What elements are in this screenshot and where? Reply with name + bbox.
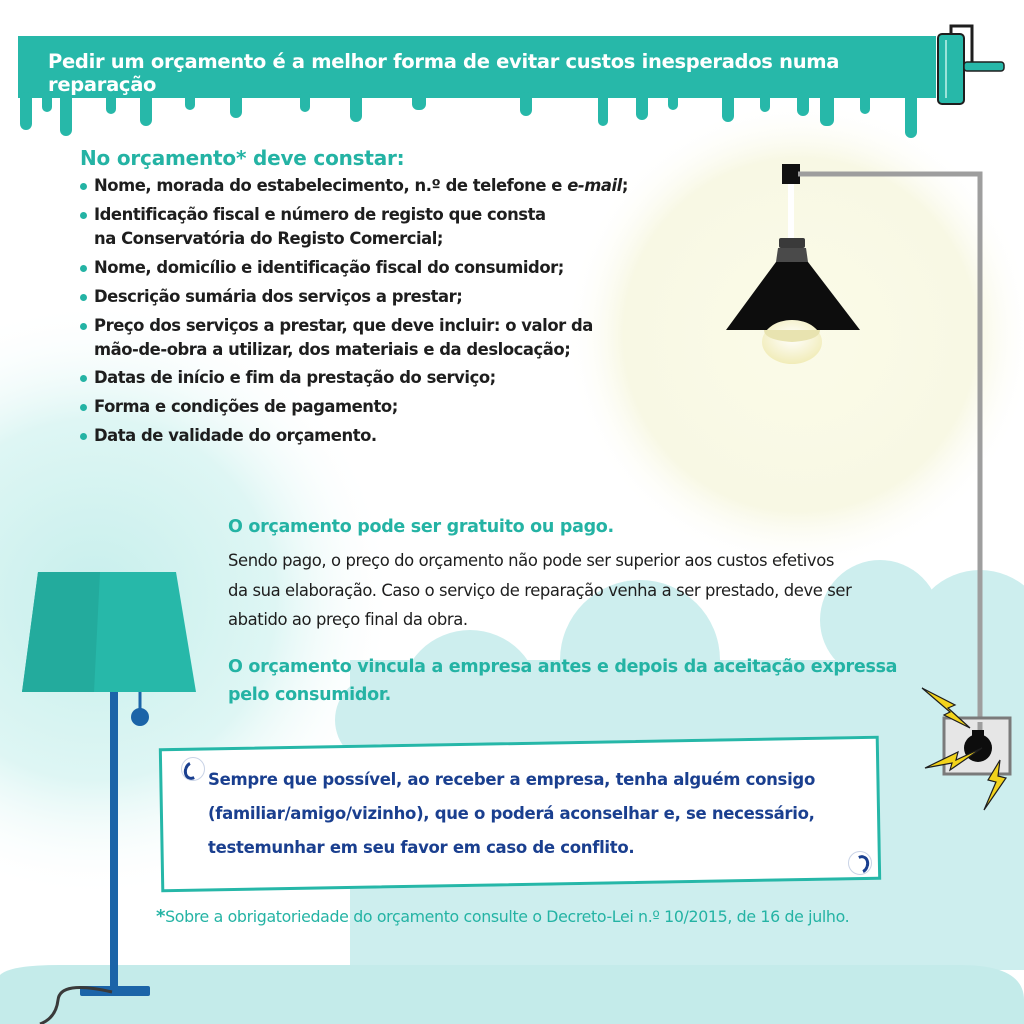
footnote: *Sobre a obrigatoriedade do orçamento consulte o Decreto-Lei n.º 10/2015, de 16 de julho. bbox=[156, 906, 850, 927]
quote-close-icon bbox=[848, 851, 872, 875]
binding-statement: O orçamento vincula a empresa antes e depois da aceitação expressa pelo consumidor. bbox=[228, 657, 898, 705]
list-item: Identificação fiscal e número de registo que consta na Conservatória do Registo Comercial; bbox=[78, 203, 718, 251]
list-item: Nome, domicílio e identificação fiscal do consumidor; bbox=[78, 256, 718, 281]
list-item: Datas de início e fim da prestação do serviço; bbox=[78, 366, 718, 391]
list-item: Preço dos serviços a prestar, que deve incluir: o valor da mão-de-obra a utilizar, dos materiais e da deslocação; bbox=[78, 314, 718, 362]
free-or-paid-title: O orçamento pode ser gratuito ou pago. bbox=[228, 517, 614, 537]
list-item: Forma e condições de pagamento; bbox=[78, 395, 718, 420]
banner-title: Pedir um orçamento é a melhor forma de evitar custos inesperados numa reparação bbox=[48, 50, 840, 96]
list-item: Descrição sumária dos serviços a prestar; bbox=[78, 285, 718, 310]
ground-strip bbox=[0, 965, 1024, 1024]
requirements-title: No orçamento* deve constar: bbox=[80, 146, 405, 170]
tip-text: Sempre que possível, ao receber a empresa, tenha alguém consigo (familiar/amigo/vizinho), que o poderá aconselhar e, se necessário, testemunhar em seu favor em caso de conflito. bbox=[208, 770, 815, 857]
list-item: Nome, morada do estabelecimento, n.º de telefone e e-mail; bbox=[78, 174, 718, 199]
free-or-paid-text: Sendo pago, o preço do orçamento não pode ser superior aos custos efetivos da sua elaboração. Caso o serviço de reparação venha a ser prestado, deve ser abatido ao preço final da obra. bbox=[228, 551, 852, 629]
requirements-list bbox=[78, 174, 718, 453]
list-item: Data de validade do orçamento. bbox=[78, 424, 718, 449]
paint-roller-icon bbox=[938, 26, 1004, 104]
quote-open-icon bbox=[181, 757, 205, 781]
